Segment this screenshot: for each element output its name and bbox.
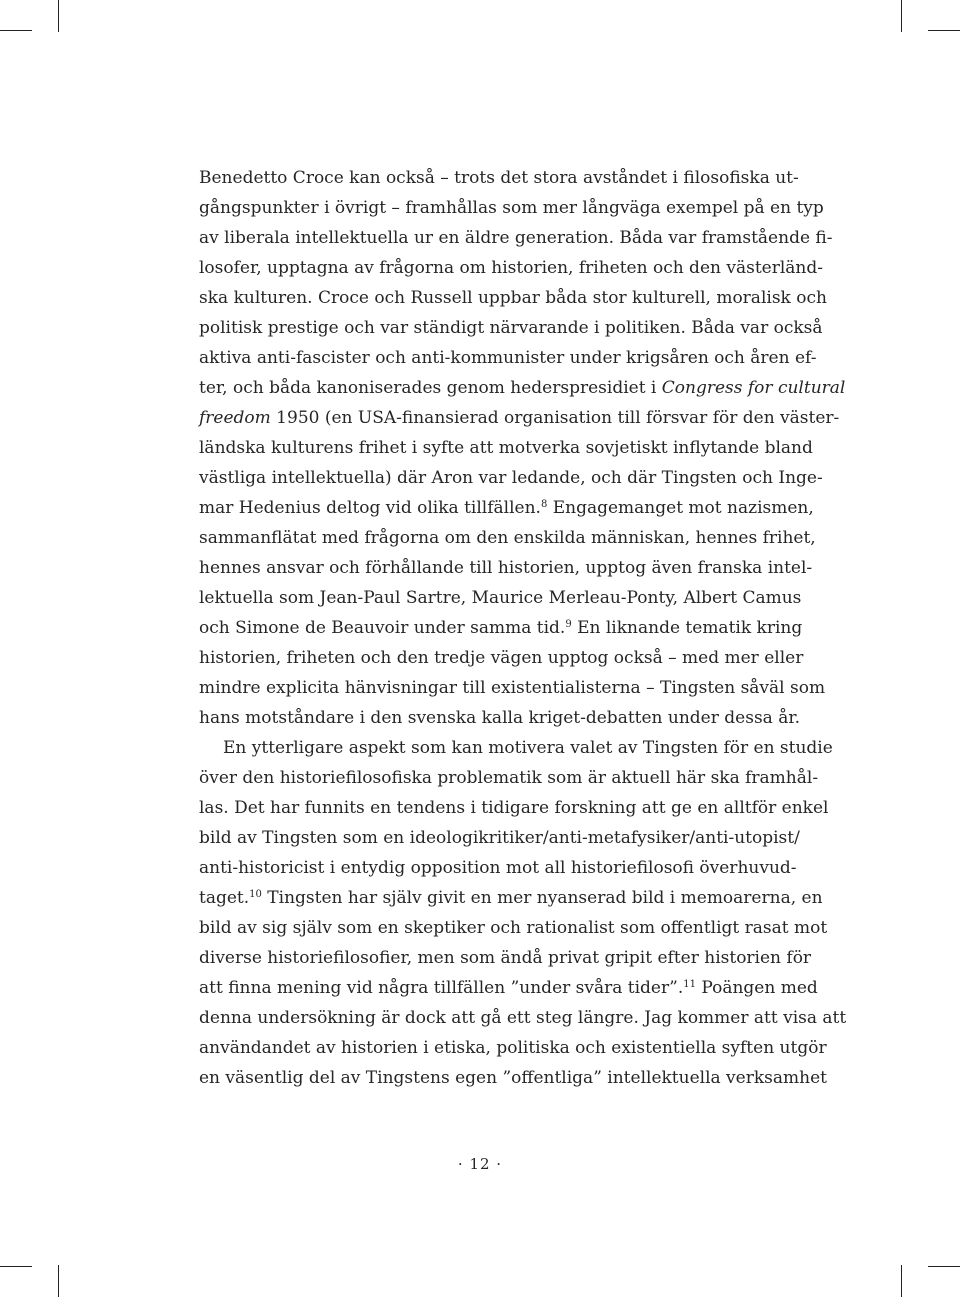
line-text: Tingsten har själv givit en mer nyanserad bild i memoarerna, en [261, 888, 823, 908]
line-text: över den historiefilosofiska problematik som är aktuell här ska framhål- [199, 768, 819, 788]
line-text: bild av sig själv som en skeptiker och rationalist som offentligt rasat mot [199, 918, 828, 938]
line-text: västliga intellektuella) där Aron var ledande, och där Tingsten och Inge- [199, 468, 823, 488]
text-line [199, 733, 833, 763]
line-text: Poängen med [695, 978, 818, 998]
line-text: lektuella som Jean-Paul Sartre, Maurice Merleau-Ponty, Albert Camus [199, 588, 802, 608]
line-text: att finna mening vid några tillfällen ”under svåra tider”. [199, 978, 684, 998]
line-text: en väsentlig del av Tingstens egen ”offentliga” intellektuella verksamhet [199, 1068, 827, 1088]
text-line [199, 853, 797, 883]
line-text: av liberala intellektuella ur en äldre generation. Båda var framstående fi- [199, 228, 833, 248]
text-line [199, 463, 823, 493]
line-text: Benedetto Croce kan också – trots det stora avståndet i filosofiska ut- [199, 168, 799, 188]
body-text [199, 163, 847, 1093]
line-text: las. Det har funnits en tendens i tidigare forskning att ge en alltför enkel [199, 798, 829, 818]
text-line [199, 193, 824, 223]
crop-mark-top-right [901, 0, 902, 32]
text-line [199, 793, 829, 823]
text-line [199, 163, 799, 193]
text-line [199, 883, 823, 913]
crop-mark-top-left [58, 0, 59, 32]
text-line [199, 403, 840, 433]
text-line [199, 493, 814, 523]
text-line [199, 943, 812, 973]
line-text: ter, och båda kanoniserades genom hederspresidiet i [199, 378, 662, 398]
line-text: användandet av historien i etiska, politiska och existentiella syften utgör [199, 1038, 827, 1058]
text-line [199, 613, 803, 643]
crop-mark-top-right-horizontal [928, 30, 960, 31]
crop-mark-bottom-right-horizontal [928, 1266, 960, 1267]
footnote-marker: 9 [565, 619, 572, 630]
line-text: bild av Tingsten som en ideologikritiker/anti-metafysiker/anti-utopist/ [199, 828, 800, 848]
line-text: mindre explicita hänvisningar till existentialisterna – Tingsten såväl som [199, 678, 826, 698]
text-line [199, 583, 802, 613]
text-line [199, 1033, 827, 1063]
text-line [199, 973, 818, 1003]
line-text: diverse historiefilosofier, men som ändå privat gripit efter historien för [199, 948, 812, 968]
text-line [199, 313, 823, 343]
text-line [199, 913, 828, 943]
line-text: Engagemanget mot nazismen, [547, 498, 814, 518]
text-line [199, 1003, 847, 1033]
text-line [199, 823, 800, 853]
text-line [199, 703, 801, 733]
crop-mark-bottom-left-horizontal [0, 1266, 32, 1267]
text-line [199, 223, 833, 253]
text-line [199, 253, 823, 283]
line-text: historien, friheten och den tredje vägen upptog också – med mer eller [199, 648, 804, 668]
paragraph-2 [199, 733, 847, 1093]
text-line [199, 553, 813, 583]
line-text: ska kulturen. Croce och Russell uppbar båda stor kulturell, moralisk och [199, 288, 827, 308]
text-line [199, 433, 813, 463]
line-text: politisk prestige och var ständigt närvarande i politiken. Båda var också [199, 318, 823, 338]
italic-title: Congress for cultural [661, 378, 846, 398]
crop-mark-bottom-right [901, 1265, 902, 1297]
line-text: mar Hedenius deltog vid olika tillfällen. [199, 498, 541, 518]
text-line [199, 523, 816, 553]
line-text: En liknande tematik kring [571, 618, 803, 638]
text-line [199, 373, 846, 403]
footnote-marker: 11 [683, 979, 696, 990]
line-text: En ytterligare aspekt som kan motivera valet av Tingsten för en studie [223, 738, 833, 758]
text-line [199, 763, 819, 793]
footnote-marker: 10 [249, 889, 262, 900]
footnote-marker: 8 [540, 499, 548, 510]
line-text: och Simone de Beauvoir under samma tid. [199, 618, 566, 638]
text-line [199, 1063, 827, 1093]
line-text: losofer, upptagna av frågorna om historien, friheten och den västerländ- [199, 258, 823, 278]
line-text: denna undersökning är dock att gå ett steg längre. Jag kommer att visa att [199, 1008, 847, 1028]
text-line [199, 673, 826, 703]
crop-mark-top-left-horizontal [0, 30, 32, 31]
line-text: sammanflätat med frågorna om den enskilda människan, hennes frihet, [199, 528, 816, 548]
paragraph-1 [199, 163, 846, 733]
line-text: hans motståndare i den svenska kalla kriget-debatten under dessa år. [199, 708, 801, 728]
text-line [199, 643, 804, 673]
line-text: gångspunkter i övrigt – framhållas som mer långväga exempel på en typ [199, 198, 824, 218]
crop-mark-bottom-left [58, 1265, 59, 1297]
line-text: aktiva anti-fascister och anti-kommunister under krigsåren och åren ef- [199, 348, 817, 368]
italic-title: freedom [199, 408, 271, 428]
line-text: ländska kulturens frihet i syfte att motverka sovjetiskt inflytande bland [199, 438, 813, 458]
line-text: hennes ansvar och förhållande till historien, upptog även franska intel- [199, 558, 813, 578]
text-line [199, 283, 827, 313]
line-text: 1950 (en USA-finansierad organisation till försvar för den väster- [270, 408, 840, 428]
line-text: anti-historicist i entydig opposition mot all historiefilosofi överhuvud- [199, 858, 797, 878]
line-text: taget. [199, 888, 250, 908]
page-number: · 12 · [457, 1155, 503, 1173]
text-line [199, 343, 817, 373]
